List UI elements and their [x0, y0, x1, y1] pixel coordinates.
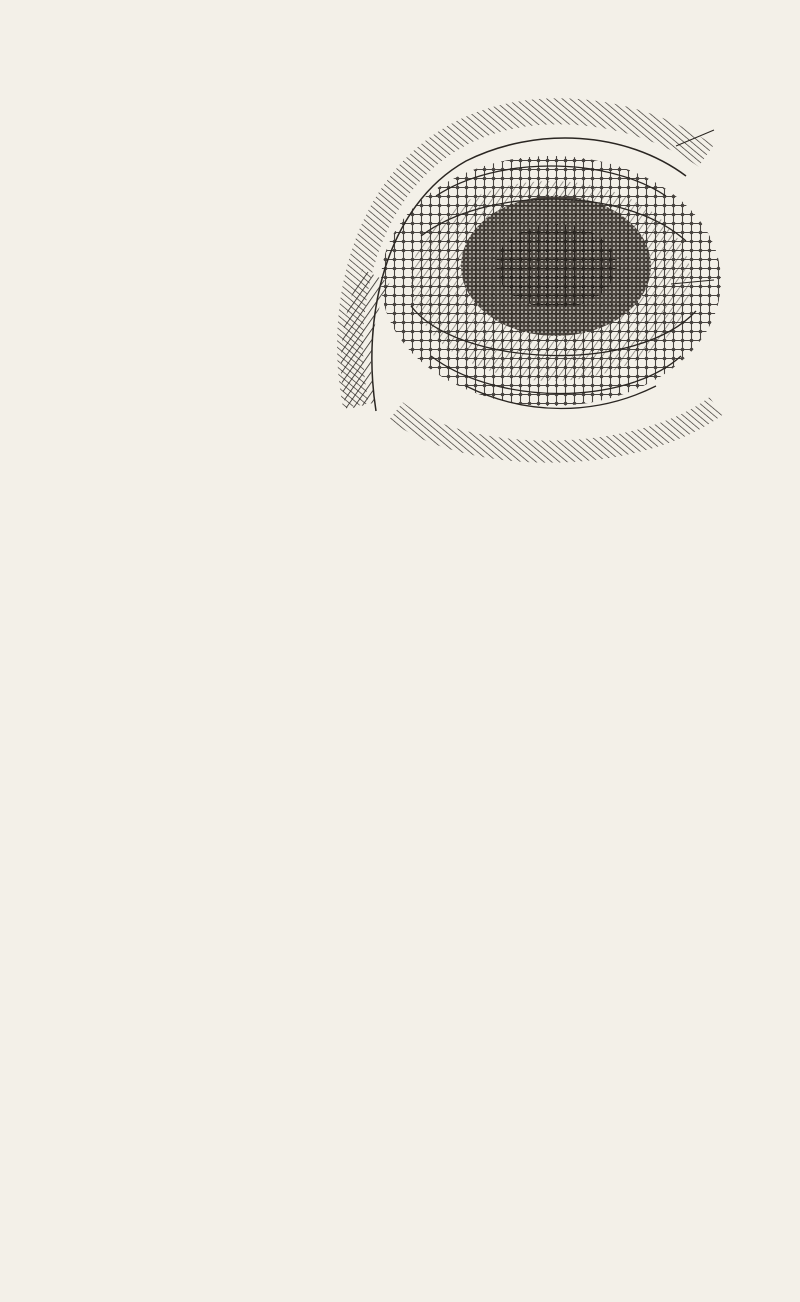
spleen-follicle-figure	[336, 66, 736, 486]
follicle-drawing	[350, 111, 721, 451]
